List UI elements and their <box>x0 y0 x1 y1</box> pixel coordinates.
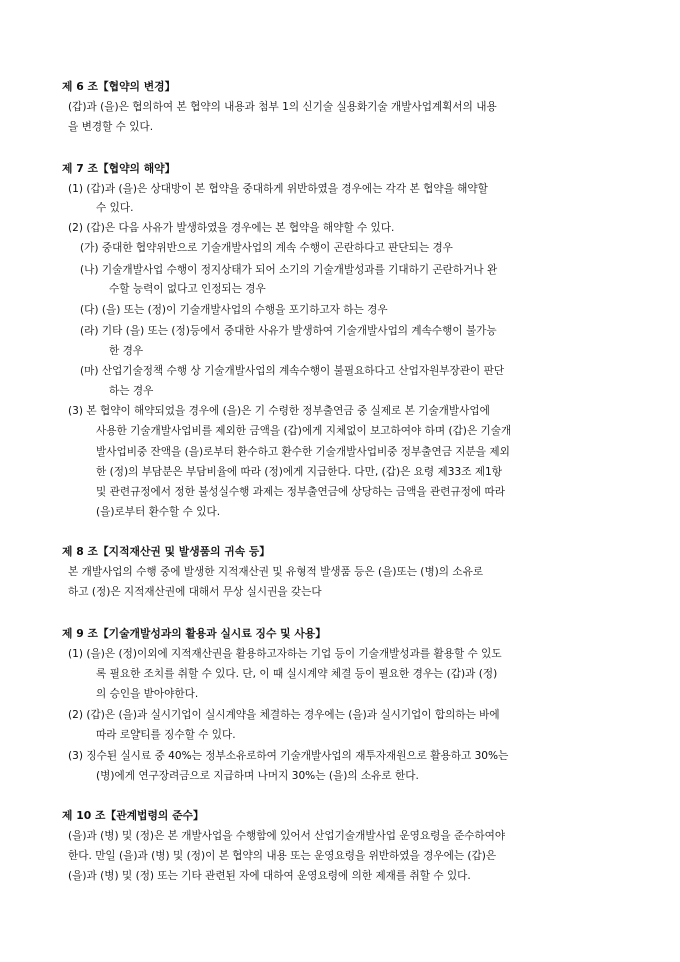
article-7-item-da: (다) (을) 또는 (정)이 기술개발사업의 수행을 포기하고자 하는 경우 <box>80 304 388 316</box>
article-7-item-na: (나) 기술개발사업 수행이 정지상태가 되어 소기의 기술개발성과를 기대하기 곤란하거나 완 <box>80 264 498 276</box>
article-9-clause-2-cont: 따라 로얄티를 징수할 수 있다. <box>96 729 236 741</box>
article-7-clause-2: (2) (갑)은 다음 사유가 발생하였을 경우에는 본 협약을 해약할 수 있다. <box>68 222 395 234</box>
article-6-heading: 제 6 조【협약의 변경】 <box>62 80 176 93</box>
article-9-clause-1: (1) (을)은 (정)이외에 지적재산권을 활용하고자하는 기업 등이 기술개발성과를 활용할 수 있도 <box>68 648 502 660</box>
article-6-text-line: (갑)과 (을)은 협의하여 본 협약의 내용과 첨부 1의 신기술 실용화기술 개발사업계획서의 내용 <box>68 101 497 113</box>
article-7-item-ma-cont: 하는 경우 <box>109 385 154 397</box>
article-8-heading: 제 8 조【지적재산권 및 발생품의 귀속 등】 <box>62 545 271 558</box>
article-7-item-na-cont: 수할 능력이 없다고 인정되는 경우 <box>109 283 266 295</box>
article-9-clause-1-cont: 록 필요한 조치를 취할 수 있다. 단, 이 때 실시계약 체결 등이 필요한 경우는 (갑)과 (정) <box>96 668 498 680</box>
article-7-clause-3: (3) 본 협약이 해약되었을 경우에 (을)은 기 수령한 정부출연금 중 실제로 본 기술개발사업에 <box>68 405 490 417</box>
article-7-clause-3-cont: 한 (정)의 부담분은 부담비율에 따라 (정)에게 지급한다. 다만, (갑)은 요령 제33조 제1항 <box>96 466 503 478</box>
article-7-clause-3-cont: 사용한 기술개발사업비를 제외한 금액을 (갑)에게 지체없이 보고하여야 하며 (갑)은 기술개 <box>96 425 512 437</box>
article-10-heading: 제 10 조【관계법령의 준수】 <box>62 809 204 822</box>
article-7-clause-1: (1) (갑)과 (을)은 상대방이 본 협약을 중대하게 위반하였을 경우에는 각각 본 협약을 해약할 <box>68 183 488 195</box>
article-7-clause-1-cont: 수 있다. <box>96 202 134 214</box>
article-9-clause-3-cont: (병)에게 연구장려금으로 지급하며 나머지 30%는 (을)의 소유로 한다. <box>96 770 419 782</box>
article-7-heading: 제 7 조【협약의 해약】 <box>62 162 176 175</box>
article-7-clause-3-cont: 발사업비중 잔액을 (을)로부터 환수하고 환수한 기술개발사업비중 정부출연금 지분을 제외 <box>96 446 510 458</box>
article-9-clause-3: (3) 징수된 실시료 중 40%는 정부소유로하여 기술개발사업의 재투자재원으로 활용하고 30%는 <box>68 750 509 762</box>
article-10-text-line: (을)과 (병) 및 (정) 또는 기타 관련된 자에 대하여 운영요령에 의한 제재를 취할 수 있다. <box>68 870 471 882</box>
article-8-text-line: 하고 (정)은 지적재산권에 대해서 무상 실시권을 갖는다 <box>68 586 322 598</box>
article-7-item-ga: (가) 중대한 협약위반으로 기술개발사업의 계속 수행이 곤란하다고 판단되는 경우 <box>80 242 453 254</box>
article-9-clause-1-cont: 의 승인을 받아야한다. <box>96 688 199 700</box>
article-10-text-line: 한다. 만일 (을)과 (병) 및 (정)이 본 협약의 내용 또는 운영요령을 위반하였을 경우에는 (갑)은 <box>68 850 497 862</box>
article-7-clause-3-cont: 및 관련규정에서 정한 불성실수행 과제는 정부출연금에 상당하는 금액을 관련규정에 따라 <box>96 486 505 498</box>
article-7-clause-3-cont: (을)로부터 환수할 수 있다. <box>96 506 221 518</box>
article-8-text-line: 본 개발사업의 수행 중에 발생한 지적재산권 및 유형적 발생품 등은 (을)또는 (병)의 소유로 <box>68 566 484 578</box>
article-7-item-ra-cont: 한 경우 <box>109 345 144 357</box>
article-10-text-line: (을)과 (병) 및 (정)은 본 개발사업을 수행함에 있어서 산업기술개발사업 운영요령을 준수하여야 <box>68 830 506 842</box>
article-7-item-ma: (마) 산업기술정책 수행 상 기술개발사업의 계속수행이 불필요하다고 산업자원부장관이 판단 <box>80 365 505 377</box>
article-9-heading: 제 9 조【기술개발성과의 활용과 실시료 징수 및 사용】 <box>62 627 327 640</box>
article-7-item-ra: (라) 기타 (을) 또는 (정)등에서 중대한 사유가 발생하여 기술개발사업의 계속수행이 불가능 <box>80 325 497 337</box>
article-9-clause-2: (2) (갑)은 (을)과 실시기업이 실시계약을 체결하는 경우에는 (을)과 실시기업이 합의하는 바에 <box>68 709 500 721</box>
article-6-text-line: 을 변경할 수 있다. <box>68 121 154 133</box>
